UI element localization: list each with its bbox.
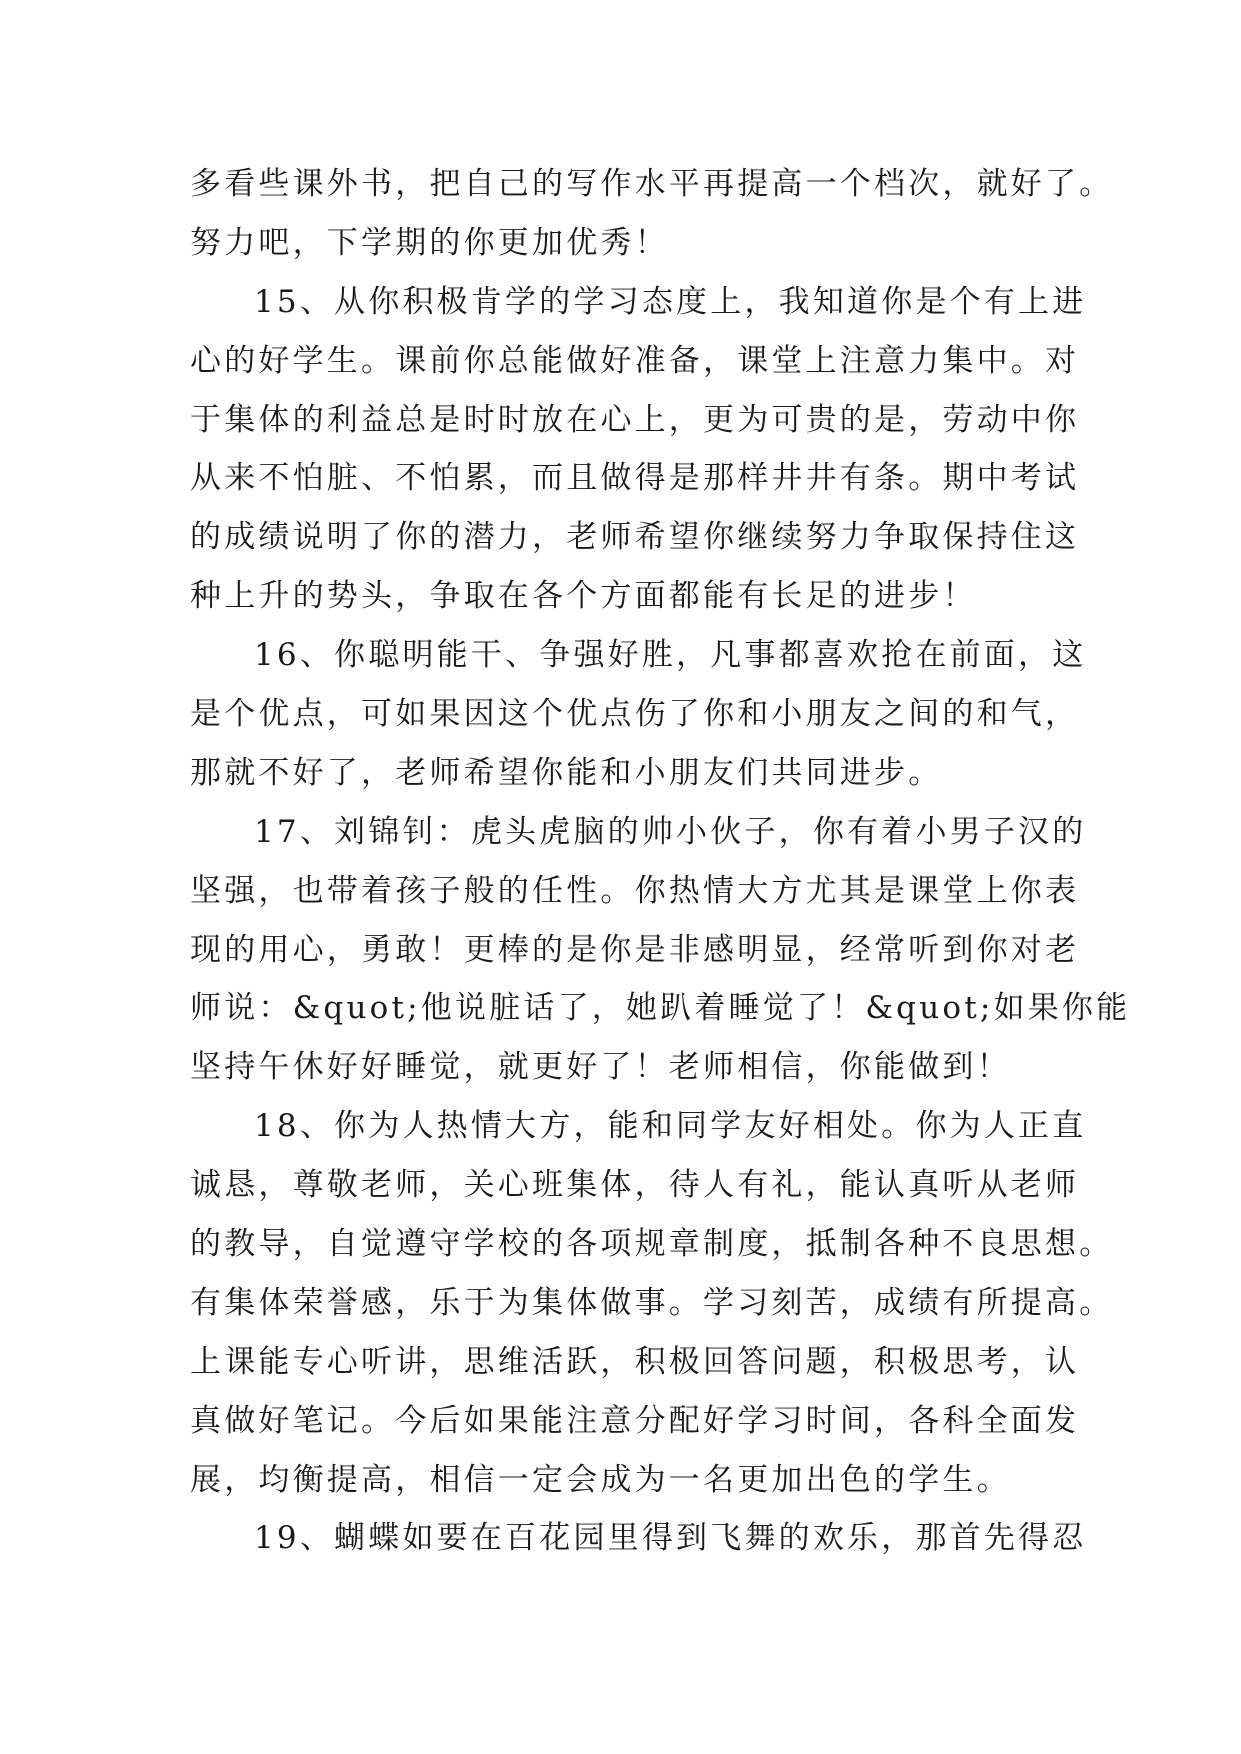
document-body: [190, 155, 1131, 1568]
paragraph-first-line: 19、蝴蝶如要在百花园里得到飞舞的欢乐，那首先得忍: [254, 1520, 1087, 1557]
text-line: 真做好笔记。今后如果能注意分配好学习时间，各科全面发: [190, 1402, 1080, 1439]
text-line: 那就不好了，老师希望你能和小朋友们共同进步。: [190, 754, 943, 791]
text-line: 于集体的利益总是时时放在心上，更为可贵的是，劳动中你: [190, 401, 1080, 438]
paragraph-first-line: 18、你为人热情大方，能和同学友好相处。你为人正直: [254, 1108, 1087, 1145]
paragraph-first-line: 17、刘锦钊：虎头虎脑的帅小伙子，你有着小男子汉的: [254, 813, 1087, 850]
text-line: 师说：&quot;他说脏话了，她趴着睡觉了！&quot;如果你能: [190, 990, 1131, 1027]
text-line: 有集体荣誉感，乐于为集体做事。学习刻苦，成绩有所提高。: [190, 1284, 1114, 1321]
text-line: 坚强，也带着孩子般的任性。你热情大方尤其是课堂上你表: [190, 872, 1080, 909]
text-line: 从来不怕脏、不怕累，而且做得是那样井井有条。期中考试: [190, 460, 1080, 497]
text-line: 现的用心，勇敢！更棒的是你是非感明显，经常听到你对老: [190, 931, 1080, 968]
text-line: 是个优点，可如果因这个优点伤了你和小朋友之间的和气，: [190, 696, 1080, 733]
text-line: 诚恳，尊敬老师，关心班集体，待人有礼，能认真听从老师: [190, 1167, 1080, 1204]
text-line: 种上升的势头，争取在各个方面都能有长足的进步！: [190, 578, 977, 615]
text-line: 的成绩说明了你的潜力，老师希望你继续努力争取保持住这: [190, 519, 1080, 556]
text-line: 展，均衡提高，相信一定会成为一名更加出色的学生。: [190, 1461, 1011, 1498]
paragraph-first-line: 15、从你积极肯学的学习态度上，我知道你是个有上进: [254, 283, 1087, 320]
text-line: 坚持午休好好睡觉，就更好了！老师相信，你能做到！: [190, 1049, 1011, 1086]
text-line: 心的好学生。课前你总能做好准备，课堂上注意力集中。对: [190, 342, 1080, 379]
text-line: 的教导，自觉遵守学校的各项规章制度，抵制各种不良思想。: [190, 1226, 1114, 1263]
paragraph-first-line: 16、你聪明能干、争强好胜，凡事都喜欢抢在前面，这: [254, 637, 1087, 674]
text-line: 上课能专心听讲，思维活跃，积极回答问题，积极思考，认: [190, 1343, 1080, 1380]
text-line: 多看些课外书，把自己的写作水平再提高一个档次，就好了。: [190, 166, 1114, 202]
text-line: 努力吧，下学期的你更加优秀！: [190, 224, 669, 261]
